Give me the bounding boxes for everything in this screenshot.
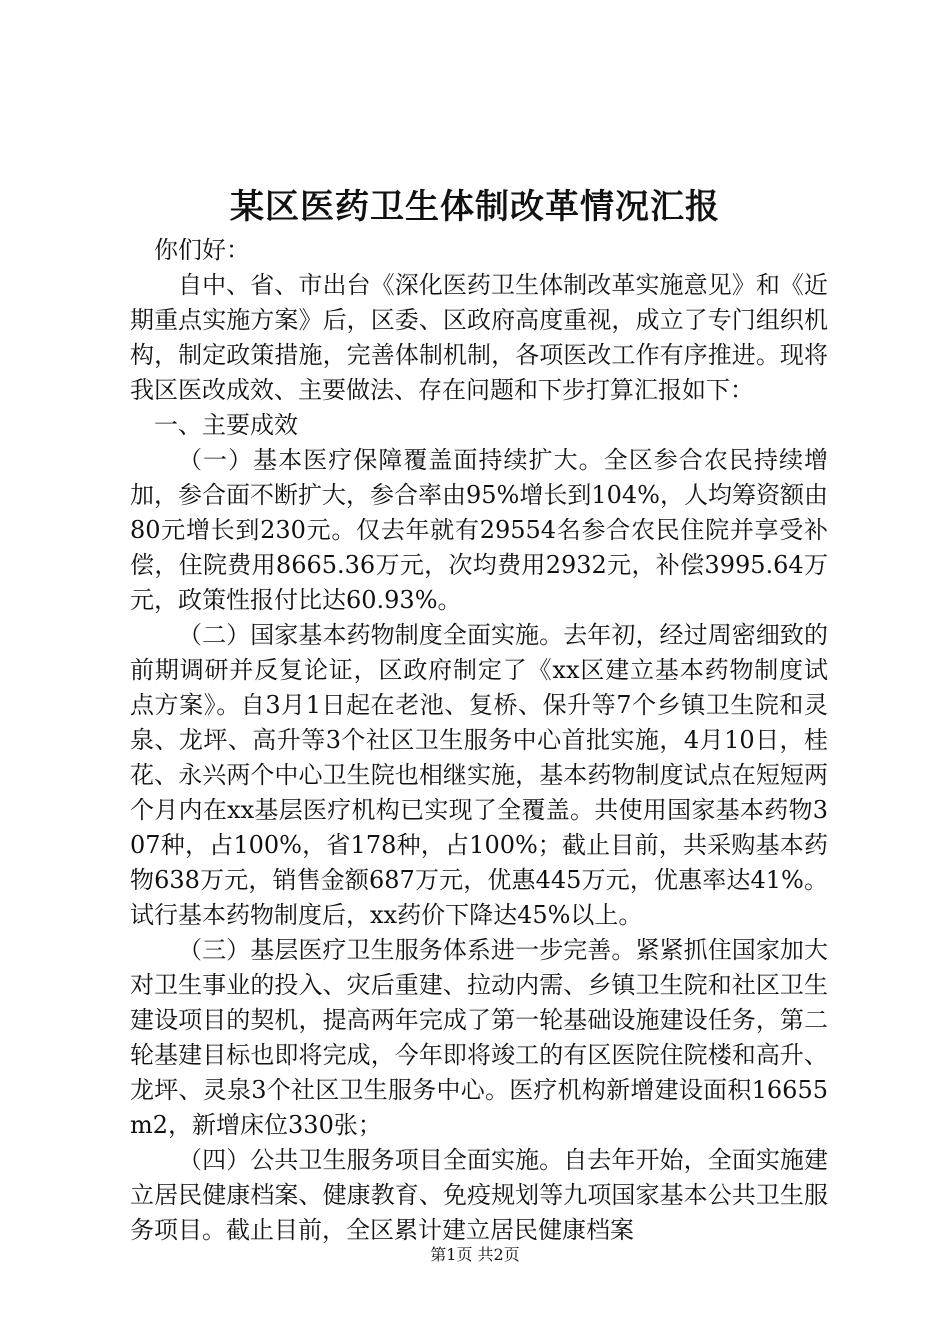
section-heading: 一、主要成效 xyxy=(154,411,298,439)
document-body xyxy=(130,233,828,1248)
page-footer: 第1页 共2页 xyxy=(430,1245,520,1264)
paragraph-primary-care: （三）基层医疗卫生服务体系进一步完善。紧紧抓住国家加大对卫生事业的投入、灾后重建、拉动内需、乡镇卫生院和社区卫生建设项目的契机，提高两年完成了第一轮基础设施建设任务，第二轮基建目标也即将完成，今年即将竣工的有区医院住院楼和高升、龙坪、灵泉3个社区卫生服务中心。医疗机构新增建设面积16655m2，新增床位330张； xyxy=(130,936,828,1139)
paragraph-insurance: （一）基本医疗保障覆盖面持续扩大。全区参合农民持续增加，参合面不断扩大，参合率由95%增长到104%，人均筹资额由80元增长到230元。仅去年就有29554名参合农民住院并享受补偿，住院费用8665.36万元，次均费用2932元，补偿3995.64万元，政策性报付比达60.93%。 xyxy=(130,446,828,614)
paragraph-public-health: （四）公共卫生服务项目全面实施。自去年开始，全面实施建立居民健康档案、健康教育、免疫规划等九项国家基本公共卫生服务项目。截止目前，全区累计建立居民健康档案 xyxy=(130,1146,828,1244)
intro-paragraph: 自中、省、市出台《深化医药卫生体制改革实施意见》和《近期重点实施方案》后，区委、区政府高度重视，成立了专门组织机构，制定政策措施，完善体制机制，各项医改工作有序推进。现将我区医改成效、主要做法、存在问题和下步打算汇报如下： xyxy=(130,271,828,404)
greeting: 你们好： xyxy=(154,236,250,264)
document-title: 某区医药卫生体制改革情况汇报 xyxy=(230,187,720,227)
paragraph-essential-drugs: （二）国家基本药物制度全面实施。去年初，经过周密细致的前期调研并反复论证，区政府制定了《xx区建立基本药物制度试点方案》。自3月1日起在老池、复桥、保升等7个乡镇卫生院和灵泉、龙坪、高升等3个社区卫生服务中心首批实施，4月10日，桂花、永兴两个中心卫生院也相继实施，基本药物制度试点在短短两个月内在xx基层医疗机构已实现了全覆盖。共使用国家基本药物307种，占100%，省178种，占100%；截止目前，共采购基本药物638万元，销售金额687万元，优惠445万元，优惠率达41%。试行基本药物制度后，xx药价下降达45%以上。 xyxy=(130,621,828,929)
